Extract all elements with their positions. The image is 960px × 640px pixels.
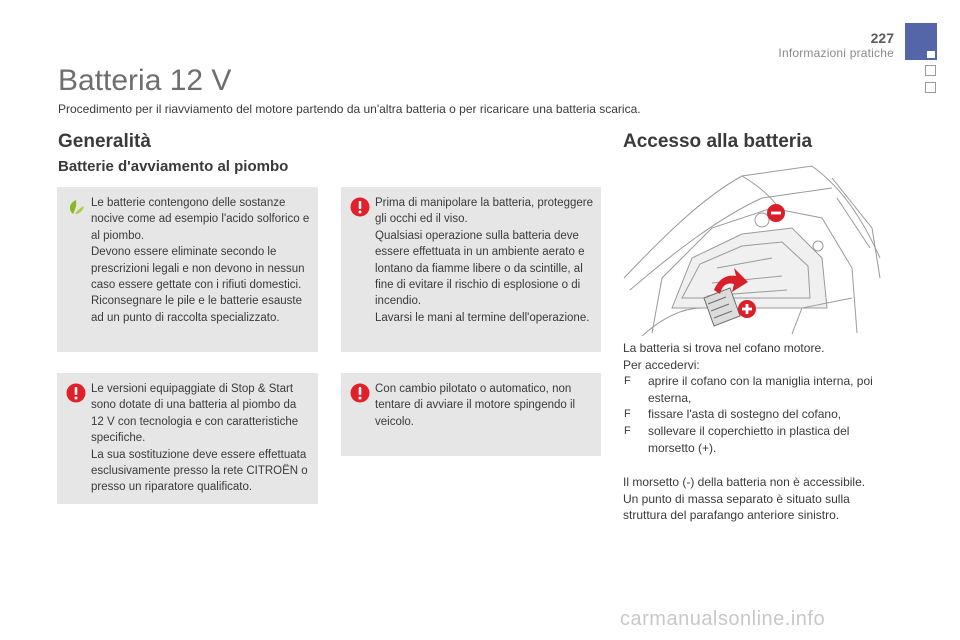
list-item <box>623 406 888 423</box>
battery-location-text: La batteria si trova nel cofano motore. <box>623 341 825 355</box>
warning-box-stop-start-text: Le versioni equipaggiate di Stop & Start sono dotate di una batteria al piombo da 12 V con tecnologia e con caratteristiche specifiche. La sua sostituzione deve essere effettuata esclusivamente presso la rete CITROËN o presso un riparatore qualificato. <box>91 383 308 494</box>
section-tab-active[interactable] <box>905 23 937 60</box>
info-box-recycling-text: Le batterie contengono delle sostanze nocive come ad esempio l'acido solforico e al piombo. Devono essere eliminate secondo le prescrizioni legali e non devono in nessun caso essere gettate con i rifiuti domestici. Riconsegnare le pile e le batterie esauste ad un punto di raccolta specializzato. <box>91 197 310 324</box>
bullet-icon: F <box>624 424 631 437</box>
warning-box-gearbox <box>341 373 601 456</box>
recycle-leaf-icon <box>66 197 86 217</box>
info-box-recycling <box>57 187 318 352</box>
battery-location-illustration <box>622 158 884 336</box>
step-text: aprire il cofano con la maniglia interna, poi esterna, <box>648 374 873 405</box>
section-tab-empty-1[interactable] <box>925 65 936 76</box>
step-text: sollevare il coperchietto in plastica del morsetto (+). <box>648 423 850 455</box>
section-name: Informazioni pratiche <box>778 46 894 60</box>
list-item <box>623 423 888 456</box>
list-item <box>623 373 888 406</box>
ground-point-note: Il morsetto (-) della batteria non è accessibile. Un punto di massa separato è situato sulla struttura del parafango anteriore sinistro. <box>623 475 866 523</box>
section-tab-empty-2[interactable] <box>925 82 936 93</box>
heading-generalita: Generalità <box>58 131 151 152</box>
step-text: fissare l'asta di sostegno del cofano, <box>648 407 842 422</box>
warning-icon <box>66 383 86 403</box>
bullet-icon: F <box>624 408 631 421</box>
warning-box-stop-start <box>57 373 318 504</box>
warning-box-handling-text: Prima di manipolare la batteria, proteggere gli occhi ed il viso. Qualsiasi operazione sulla batteria deve essere effettuata in un ambiente aerato e lontano da fiamme libere o da scintille, al fine di evitare il rischio di esplosione o di incendio. Lavarsi le mani al termine dell'operazione. <box>375 197 593 324</box>
access-label: Per accedervi: <box>623 357 700 372</box>
subheading-batterie: Batterie d'avviamento al piombo <box>58 158 289 175</box>
watermark: carmanualsonline.info <box>620 608 826 630</box>
warning-icon <box>350 383 370 403</box>
warning-box-handling <box>341 187 601 352</box>
page-number: 227 <box>870 30 894 46</box>
heading-accesso-batteria: Accesso alla batteria <box>623 131 813 152</box>
access-steps-list <box>623 373 888 456</box>
tab-marker <box>927 51 935 58</box>
warning-box-gearbox-text: Con cambio pilotato o automatico, non tentare di avviare il motore spingendo il veicolo. <box>375 383 576 428</box>
bullet-icon: F <box>624 375 631 388</box>
page-title: Batteria 12 V <box>58 64 232 97</box>
page-subtitle: Procedimento per il riavviamento del motore partendo da un'altra batteria o per ricaricare una batteria scarica. <box>58 102 641 116</box>
warning-icon <box>350 197 370 217</box>
battery-access-instructions <box>623 340 888 456</box>
